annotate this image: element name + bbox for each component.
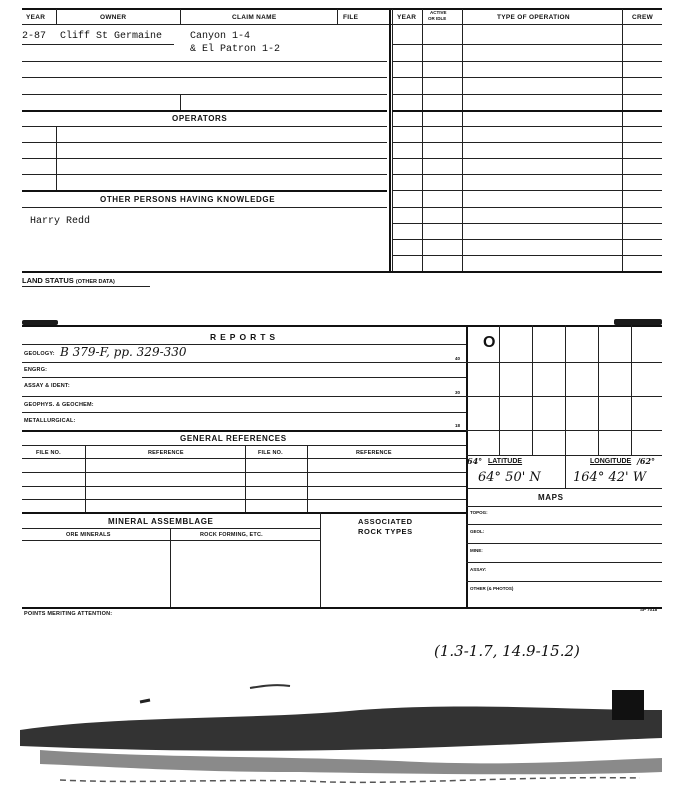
rock-forming-header: ROCK FORMING, ETC. — [200, 532, 263, 538]
row-rule — [22, 540, 320, 541]
right-row-rule — [392, 239, 662, 240]
form-number: SP 7018 — [640, 607, 658, 612]
scan-smudge — [20, 685, 662, 782]
row-rule — [22, 412, 466, 413]
assay-label: ASSAY & IDENT: — [24, 383, 70, 389]
geophys-label: GEOPHYS. & GEOCHEM: — [24, 402, 94, 408]
grid-line — [466, 362, 662, 363]
main-divider-inner — [392, 9, 393, 271]
row-rule — [466, 543, 662, 544]
grid-line — [466, 396, 662, 397]
ref-col-sep — [245, 445, 246, 512]
maps-title: MAPS — [538, 493, 564, 502]
latitude-label: LATITUDE — [488, 458, 523, 465]
row-rule — [22, 528, 320, 529]
maps-mine: MINE: — [470, 548, 483, 553]
scan-artifacts — [0, 680, 678, 805]
grid-line — [565, 325, 566, 455]
col-sep — [422, 9, 423, 25]
col-sep — [337, 9, 338, 25]
header-crew: CREW — [632, 14, 654, 21]
row-rule — [22, 499, 466, 500]
reports-title: REPORTS — [210, 332, 280, 342]
row-rule — [22, 377, 466, 378]
associated-label-2: ROCK TYPES — [358, 527, 413, 536]
assemblage-col-sep — [320, 512, 321, 607]
entry-claim-line2: & El Patron 1-2 — [190, 44, 281, 55]
engrg-label: ENGRG: — [24, 367, 48, 373]
header-bottom-rule — [22, 24, 662, 25]
operators-title: OPERATORS — [172, 114, 228, 123]
header-owner: OWNER — [100, 14, 127, 21]
geology-value: B 379-F, pp. 329-330 — [60, 345, 187, 359]
side-number: 40 — [455, 356, 461, 361]
general-references-title: GENERAL REFERENCES — [180, 434, 287, 443]
entry-year: 2-87 — [22, 31, 47, 42]
ref-header-reference: REFERENCE — [148, 450, 184, 456]
right-row-rule — [392, 126, 662, 127]
right-row-rule — [392, 207, 662, 208]
header-top-rule — [22, 8, 662, 10]
grid-line — [598, 325, 599, 455]
row-rule — [466, 506, 662, 507]
row-rule — [22, 77, 387, 78]
right-row-rule — [392, 142, 662, 143]
right-row-rule — [392, 158, 662, 159]
points-meriting-attention: POINTS MERITING ATTENTION: — [24, 611, 113, 617]
longitude-value: 164° 42' W — [573, 470, 647, 485]
row-rule-heavy — [22, 430, 466, 432]
row-rule — [22, 94, 387, 95]
right-row-rule — [392, 61, 662, 62]
side-number: 30 — [455, 390, 461, 395]
header-year-2: YEAR — [397, 14, 417, 21]
header-active: ACTIVE — [430, 10, 447, 15]
row-rule — [22, 207, 387, 208]
grid-line — [532, 325, 533, 455]
maps-assay: ASSAY: — [470, 567, 487, 572]
coord-bottom-rule — [466, 488, 662, 489]
right-row-rule — [392, 255, 662, 256]
main-divider — [389, 9, 391, 271]
grid-corner-mark: O — [483, 334, 496, 351]
header-file: FILE — [343, 14, 359, 21]
other-persons-title: OTHER PERSONS HAVING KNOWLEDGE — [100, 195, 276, 204]
right-row-rule — [392, 77, 662, 78]
handwritten-note: (1.3-1.7, 14.9-15.2) — [434, 642, 580, 660]
grid-line — [499, 325, 500, 455]
land-status-underline — [22, 286, 150, 287]
header-year: YEAR — [26, 14, 46, 21]
lat-prefix: 64° — [467, 456, 483, 466]
grid-line — [466, 455, 662, 456]
grid-line — [631, 325, 632, 455]
row-rule — [22, 126, 387, 127]
row-rule — [466, 562, 662, 563]
row-rule — [22, 472, 466, 473]
land-status-sub: (OTHER DATA) — [75, 279, 115, 285]
header-or-idle: OR IDLE — [428, 16, 447, 21]
mineral-assemblage-title: MINERAL ASSEMBLAGE — [108, 517, 214, 526]
ref-header-file-no: FILE NO. — [36, 450, 61, 456]
grid-line — [466, 430, 662, 431]
col-sep — [56, 9, 57, 25]
entry-claim-line1: Canyon 1-4 — [190, 31, 251, 42]
metallurgical-label: METALLURGICAL: — [24, 418, 76, 424]
row-rule — [466, 524, 662, 525]
row-rule — [22, 396, 466, 397]
associated-label-1: ASSOCIATED — [358, 517, 413, 526]
ref-col-sep — [307, 445, 308, 512]
right-row-rule-heavy — [392, 110, 662, 112]
row-rule-heavy — [22, 190, 387, 192]
land-status-label: LAND STATUS — [22, 276, 74, 285]
row-rule — [22, 445, 466, 446]
row-rule-heavy — [22, 512, 466, 514]
maps-topog: TOPOG: — [470, 510, 488, 515]
reports-right-divider — [466, 325, 468, 608]
maps-geol: GEOL: — [470, 529, 485, 534]
right-row-rule — [392, 190, 662, 191]
col-sep — [622, 9, 623, 25]
longitude-label: LONGITUDE — [590, 458, 632, 465]
right-row-rule — [392, 223, 662, 224]
coord-sep — [565, 455, 566, 488]
header-type-of-operation: TYPE OF OPERATION — [497, 14, 570, 21]
row-rule — [22, 362, 466, 363]
col-sep — [180, 9, 181, 25]
right-col-sep — [462, 9, 463, 271]
row-rule — [22, 158, 387, 159]
ref-col-sep — [85, 445, 86, 512]
long-suffix: /62° — [637, 456, 656, 466]
row-rule — [22, 61, 387, 62]
header-claim-name: CLAIM NAME — [232, 14, 277, 21]
row-rule — [22, 174, 387, 175]
maps-other: OTHER (& PHOTOS) — [470, 586, 514, 591]
right-row-rule — [392, 174, 662, 175]
latitude-value: 64° 50' N — [478, 470, 541, 485]
right-row-rule — [392, 94, 662, 95]
geology-label: GEOLOGY: — [24, 351, 55, 357]
reports-bottom-rule — [22, 607, 662, 609]
entry-owner: Cliff St Germaine — [60, 31, 163, 42]
row-rule — [466, 581, 662, 582]
right-row-rule — [392, 44, 662, 45]
other-person-name: Harry Redd — [30, 216, 91, 227]
reports-top-rule — [22, 325, 662, 327]
side-number: 18 — [455, 423, 461, 428]
row-rule — [22, 44, 174, 45]
ref-header-file-no-2: FILE NO. — [258, 450, 283, 456]
row-rule — [22, 142, 387, 143]
ore-minerals-header: ORE MINERALS — [66, 532, 111, 538]
row-rule — [22, 458, 466, 459]
row-rule — [22, 486, 466, 487]
top-table-bottom-rule — [22, 271, 662, 273]
row-rule-heavy — [22, 110, 387, 112]
row-tick — [180, 94, 181, 110]
ref-header-reference-2: REFERENCE — [356, 450, 392, 456]
